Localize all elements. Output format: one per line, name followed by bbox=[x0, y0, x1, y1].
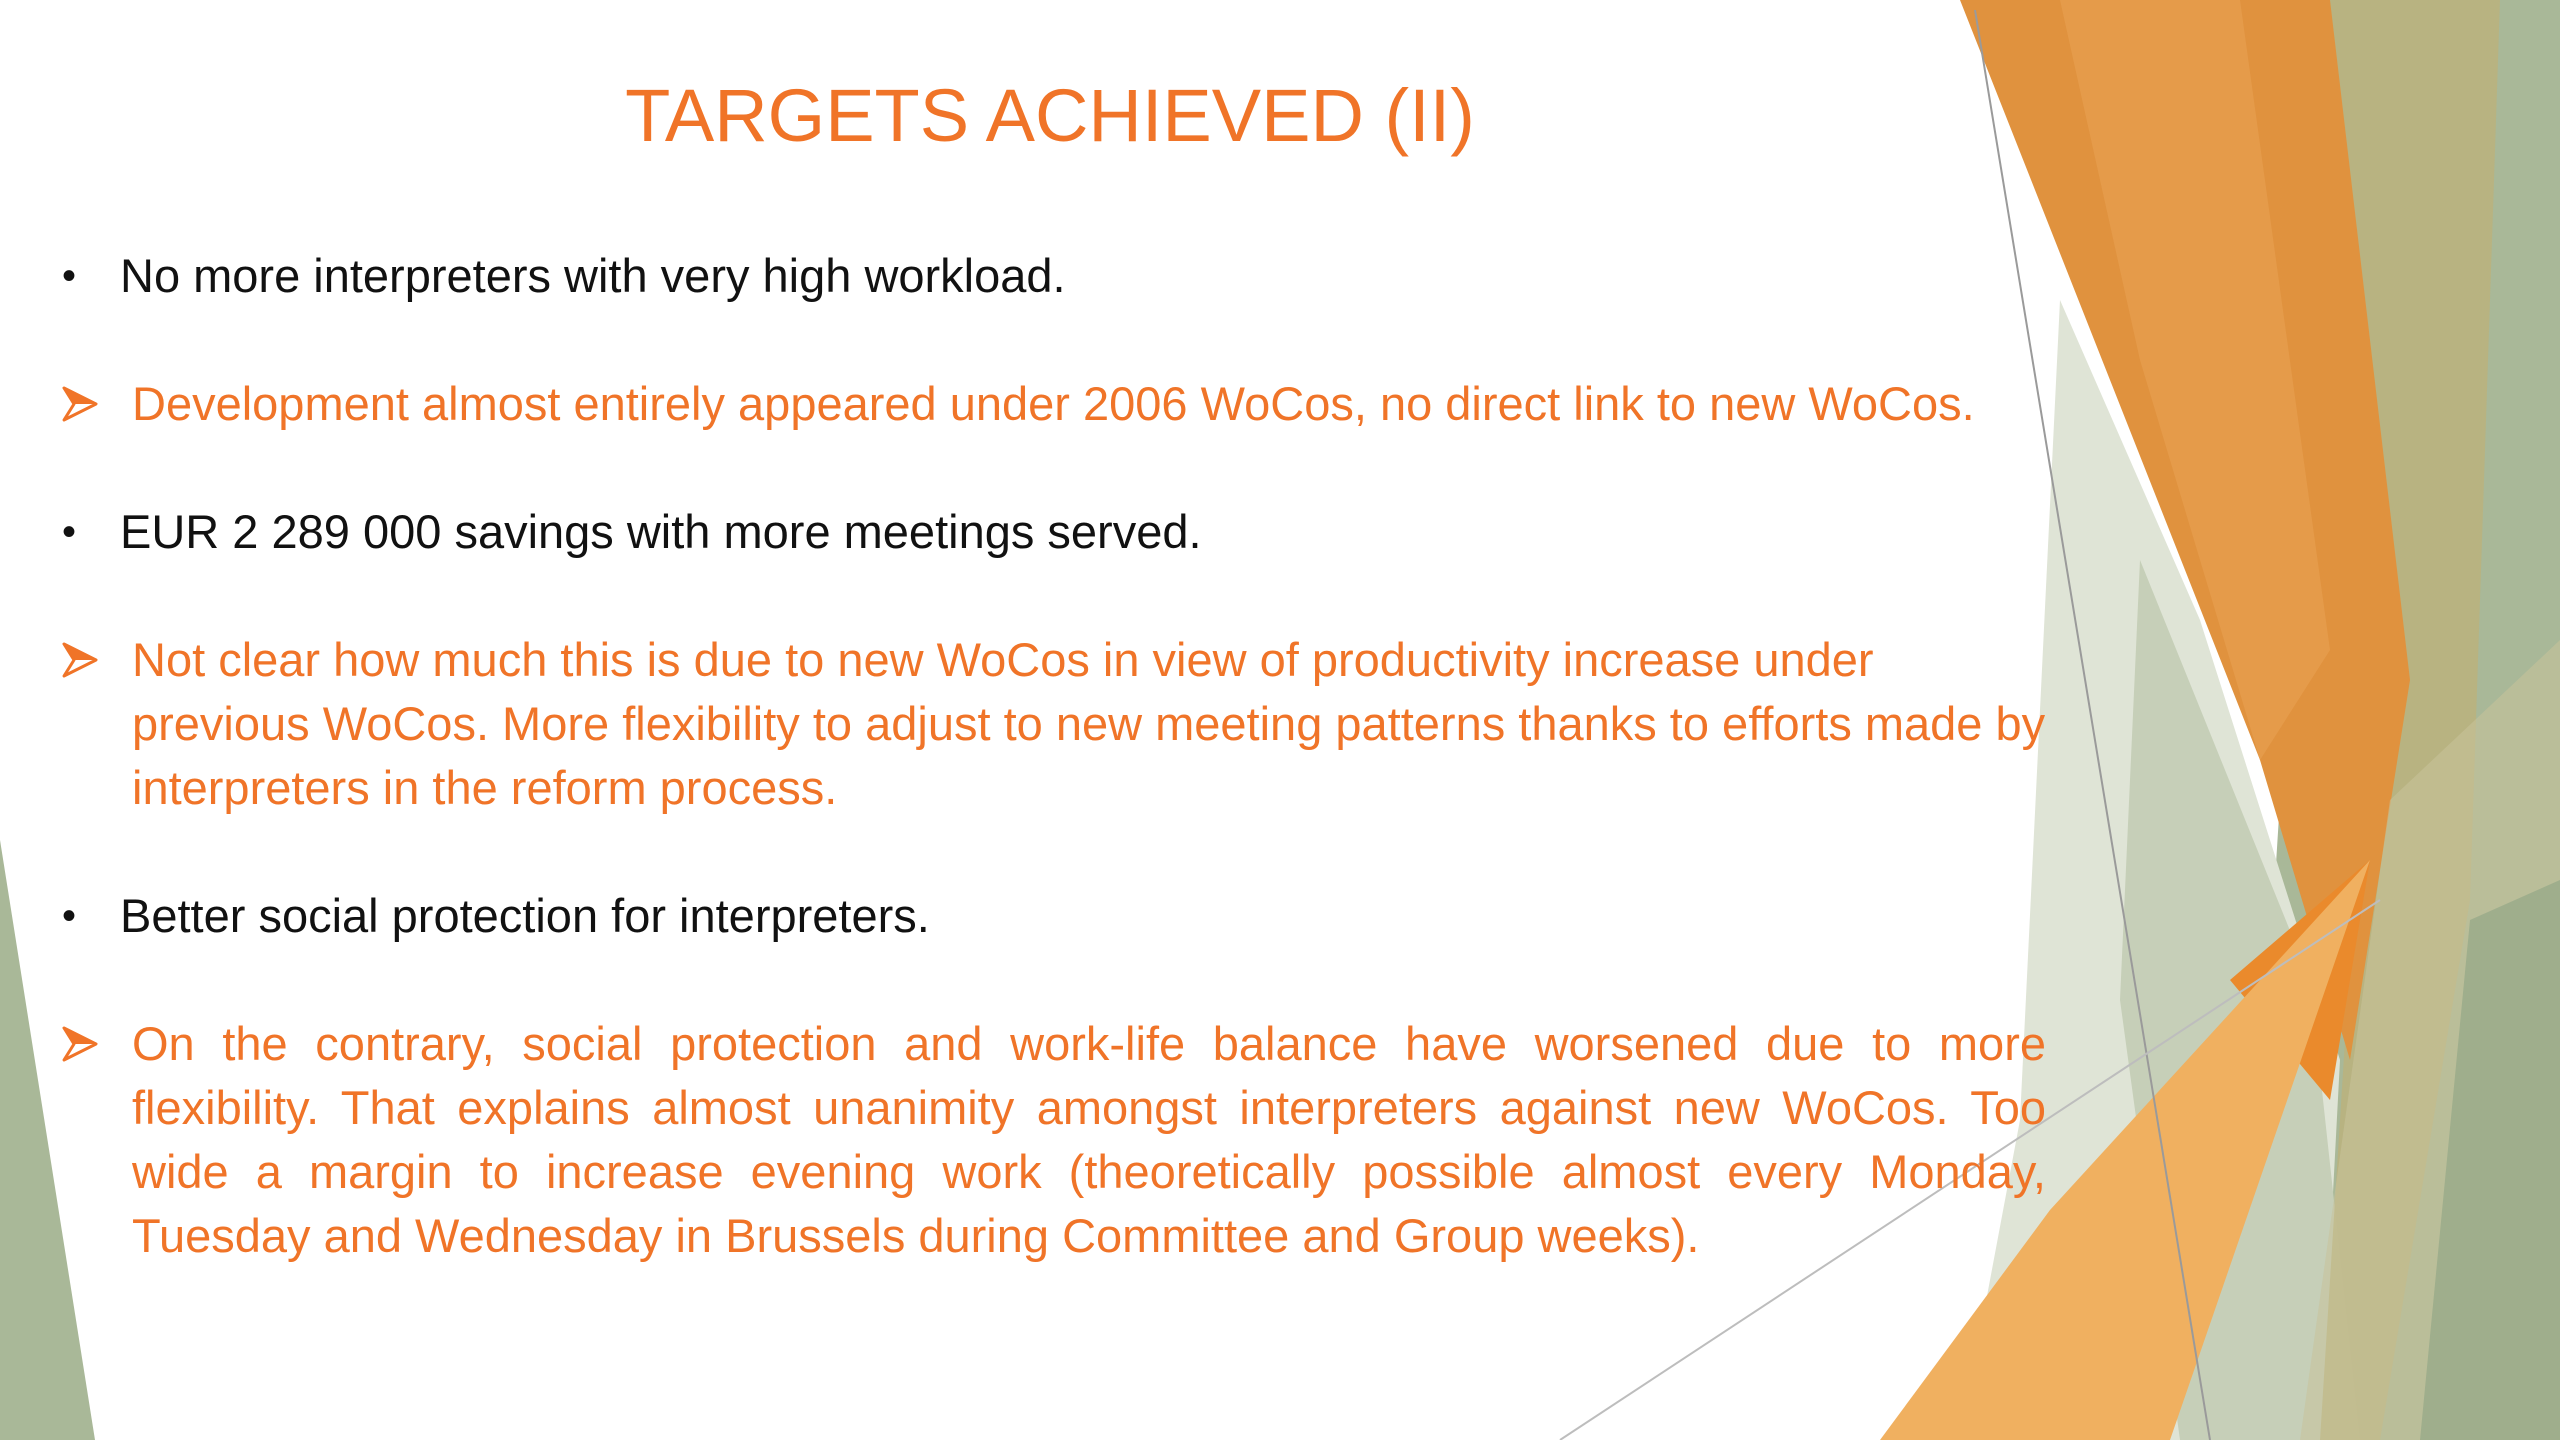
arrow-item-contrary bbox=[56, 1012, 2046, 1268]
bullet-marker: • bbox=[62, 254, 77, 298]
slide-content bbox=[56, 244, 2046, 1268]
spacer bbox=[56, 820, 2046, 884]
arrow-item-productivity bbox=[56, 628, 2046, 820]
bullet-item-workload bbox=[56, 244, 2046, 308]
bullet-item-savings bbox=[56, 500, 2046, 564]
bullet-text: No more interpreters with very high workload. bbox=[120, 249, 1066, 302]
bullet-text: EUR 2 289 000 savings with more meetings served. bbox=[120, 505, 1202, 558]
bullet-text: Better social protection for interpreters. bbox=[120, 889, 930, 942]
bullet-marker: • bbox=[62, 510, 77, 554]
arrow-item-development bbox=[56, 372, 2046, 436]
bullet-marker: • bbox=[62, 894, 77, 938]
spacer bbox=[56, 308, 2046, 372]
spacer bbox=[56, 564, 2046, 628]
arrowhead-bullet-icon bbox=[60, 372, 100, 436]
arrow-text: On the contrary, social protection and work-life balance have worsened due to more flexibility. That explains almost unanimity amongst interpreters against new WoCos. Too wide a margin to increase evening work (theoretically possible almost every Monday, Tuesday and Wednesday in Brussels during Committee and Group weeks). bbox=[132, 1017, 2046, 1262]
arrow-text: Development almost entirely appeared under 2006 WoCos, no direct link to new WoCos. bbox=[132, 377, 1975, 430]
bullet-item-social-protection bbox=[56, 884, 2046, 948]
arrow-text: Not clear how much this is due to new WoCos in view of productivity increase under previous WoCos. More flexibility to adjust to new meeting patterns thanks to efforts made by interpreters in the reform process. bbox=[132, 633, 2046, 814]
arrowhead-bullet-icon bbox=[60, 628, 100, 692]
spacer bbox=[56, 436, 2046, 500]
arrowhead-bullet-icon bbox=[60, 1012, 100, 1076]
slide-title: TARGETS ACHIEVED (II) bbox=[625, 74, 1475, 157]
spacer bbox=[56, 948, 2046, 1012]
